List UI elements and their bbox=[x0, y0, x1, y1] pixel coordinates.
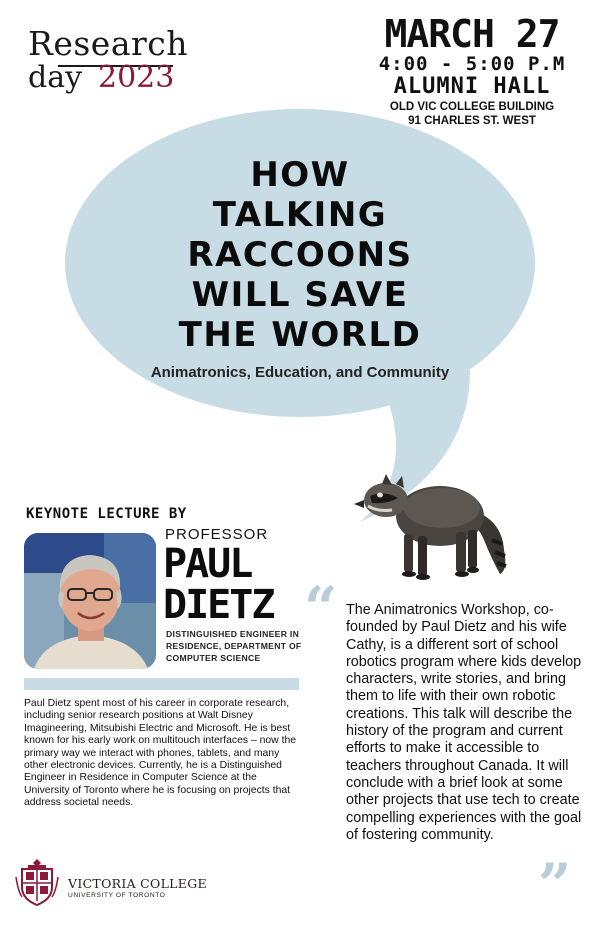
speaker-title-line: DISTINGUISHED ENGINEER IN bbox=[166, 629, 300, 639]
talk-title-line: WILL SAVE bbox=[191, 275, 409, 315]
speaker-last-name: DIETZ bbox=[163, 582, 274, 628]
talk-title-line: THE WORLD bbox=[178, 315, 422, 355]
research-day-logo bbox=[28, 24, 189, 95]
open-quote-icon: “ bbox=[304, 574, 338, 642]
event-date: MARCH 27 bbox=[384, 12, 560, 56]
talk-description: The Animatronics Workshop, co-founded by Paul Dietz and his wife Cathy, is a different sort of school robotics program where kids develop characters, write stories, and bring them to life with their own robotic creations. This talk will describe the history of the program and current efforts to make it accessible to teachers throughout Canada. It will conclude with a brief look at some other projects that use tech to create compelling experiences with the goal of fostering community. bbox=[346, 602, 582, 843]
talk-title bbox=[110, 155, 490, 355]
logo-research-text: Research bbox=[28, 24, 189, 63]
event-details bbox=[362, 14, 582, 128]
speaker-title bbox=[166, 628, 306, 664]
event-time: 4:00 - 5:00 P.M bbox=[378, 53, 566, 75]
keynote-label: KEYNOTE LECTURE BY bbox=[26, 506, 187, 522]
event-street: 91 CHARLES ST. WEST bbox=[408, 115, 536, 127]
speaker-title-line: COMPUTER SCIENCE bbox=[166, 653, 261, 663]
college-university: UNIVERSITY OF TORONTO bbox=[68, 892, 166, 899]
logo-day-text: day bbox=[28, 60, 83, 95]
victoria-college-logo bbox=[14, 857, 214, 907]
talk-subtitle: Animatronics, Education, and Community bbox=[150, 364, 450, 381]
talk-title-line: RACCOONS bbox=[187, 235, 413, 275]
event-building: OLD VIC COLLEGE BUILDING bbox=[389, 101, 555, 113]
talk-title-line: TALKING bbox=[212, 195, 388, 235]
raccoon-icon bbox=[352, 470, 517, 582]
speaker-title-line: RESIDENCE, DEPARTMENT OF bbox=[166, 641, 302, 651]
event-venue: ALUMNI HALL bbox=[393, 74, 551, 99]
logo-year-text: 2023 bbox=[98, 60, 175, 95]
speaker-photo-icon bbox=[24, 533, 156, 669]
divider-bar bbox=[24, 678, 299, 690]
close-quote-icon: ” bbox=[538, 851, 572, 919]
talk-title-line: HOW bbox=[250, 155, 350, 195]
college-name: VICTORIA COLLEGE bbox=[68, 876, 207, 891]
speaker-prefix: PROFESSOR bbox=[165, 526, 269, 543]
crest-icon bbox=[14, 857, 60, 907]
speaker-first-name: PAUL bbox=[163, 541, 252, 587]
speaker-bio: Paul Dietz spent most of his career in corporate research, including senior research positions at Walt Disney Imagineering, Mitsubishi Electric and Microsoft. He is best known for his early work on multitouch interfaces – now the primary way we interact with phones, tablets, and many other electronic devices. Currently, he is a Distinguished Engineer in Residence in Computer Science at the University of Toronto where he is focusing on projects that address societal needs. bbox=[24, 698, 297, 809]
